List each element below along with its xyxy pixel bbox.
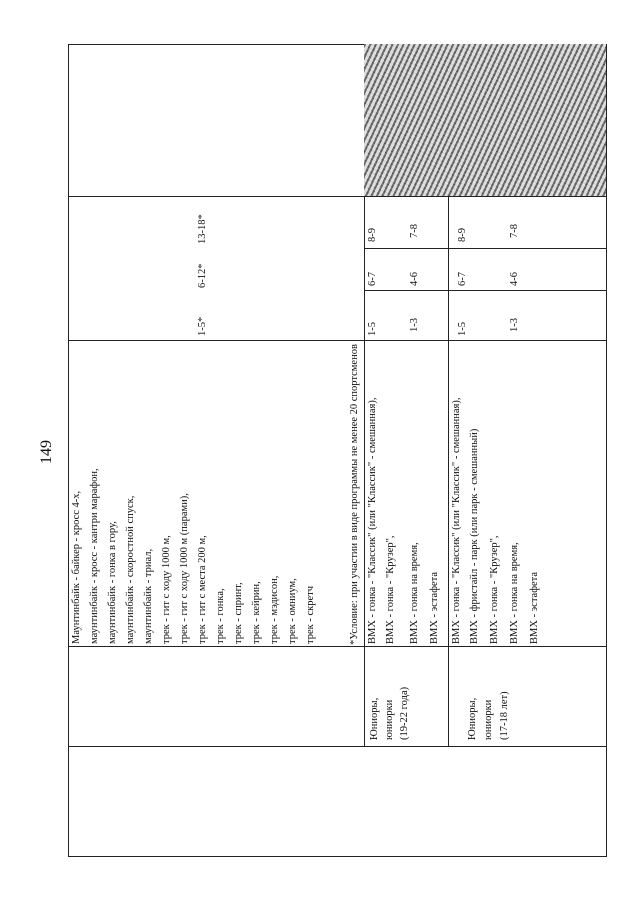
scan-noise-area (364, 44, 606, 196)
table-border-left (68, 44, 69, 856)
group1-row-3-discipline: ВМХ - эстафета (429, 571, 440, 644)
group1-row-2-discipline: ВМХ - гонка на время, (409, 542, 420, 644)
discipline-line-4: маунтинбайк - триал, (143, 548, 154, 644)
discipline-line-10: трек - кейрин, (251, 581, 262, 644)
group1-row-0-c3: 8-9 (367, 228, 378, 242)
group2-row-1-discipline: ВМХ - фристайл - парк (или парк - смешанный) (469, 428, 480, 644)
group2-row-2-c2: 4-6 (509, 272, 520, 286)
discipline-line-5: трек - гит с ходу 1000 м, (161, 535, 172, 644)
discipline-line-6: трек - гит с ходу 1000 м (парами), (179, 493, 190, 644)
group1-row-1-c3: 7-8 (409, 224, 420, 238)
discipline-line-11: трек - мэдисон, (269, 575, 280, 644)
places-c2: 6-12* (197, 263, 208, 288)
discipline-line-9: трек - спринт, (233, 582, 244, 644)
col-line-discipline (68, 340, 607, 341)
col-line-places-c3 (68, 196, 607, 197)
group1-row-1-c2: 4-6 (409, 272, 420, 286)
group2-row-0-c2: 6-7 (457, 272, 468, 286)
discipline-line-12: трек - омниум, (287, 578, 298, 644)
places-c3: 13-18* (197, 214, 208, 244)
col-line-places-c1 (364, 290, 607, 291)
group1-row-0-c1: 1-5 (367, 322, 378, 336)
group2-label-0: Юниоры, (467, 697, 478, 740)
col-line-category (68, 646, 607, 647)
group2-label-2: (17-18 лет) (499, 691, 510, 740)
discipline-line-0: Маунтинбайк - байкер - кросс 4-х, (71, 490, 82, 644)
group2-row-4-discipline: ВМХ - эстафета (529, 571, 540, 644)
group2-label-1: юниорки (483, 699, 494, 740)
group1-row-0-discipline: ВМХ - гонка - "Классик" (или "Классик" - смешанная), (367, 397, 378, 644)
group1-row-0-c2: 6-7 (367, 272, 378, 286)
table-border-bottom (68, 856, 607, 857)
places-c1: 1-5* (197, 316, 208, 336)
group2-row-0-discipline: ВМХ - гонка - "Классик" (или "Классик" - смешанная), (451, 397, 462, 644)
discipline-line-8: трек - гонка, (215, 588, 226, 644)
group2-row-2-c1: 1-3 (509, 318, 520, 332)
condition-note: *Условие: при участии в виде программы не менее 20 спортсменов (349, 344, 360, 645)
group2-row-2-discipline: ВМХ - гонка - "Крузер", (489, 535, 500, 644)
discipline-line-13: трек - скретч (305, 585, 316, 644)
group2-row-0-c3: 8-9 (457, 228, 468, 242)
discipline-line-7: трек - гит с места 200 м, (197, 535, 208, 644)
discipline-line-2: маунтинбайк - гонка в гору, (107, 521, 118, 644)
col-line-places-c2 (364, 248, 607, 249)
group1-row-1-discipline: ВМХ - гонка - "Крузер", (385, 535, 396, 644)
group2-row-0-c1: 1-5 (457, 322, 468, 336)
table-border-right (606, 44, 607, 856)
group2-row-3-discipline: ВМХ - гонка на время, (509, 542, 520, 644)
group1-label-2: (19-22 года) (399, 686, 410, 740)
col-line-left (68, 746, 607, 747)
group2-row-2-c3: 7-8 (509, 224, 520, 238)
group1-row-1-c1: 1-3 (409, 318, 420, 332)
discipline-line-1: маунтинбайк - кросс - кантри марафон, (89, 468, 100, 644)
discipline-line-3: маунтинбайк - скоростной спуск, (125, 495, 136, 644)
page-number: 149 (38, 440, 55, 464)
group1-label-1: юниорки (384, 699, 395, 740)
group1-label-0: Юниоры, (369, 697, 380, 740)
